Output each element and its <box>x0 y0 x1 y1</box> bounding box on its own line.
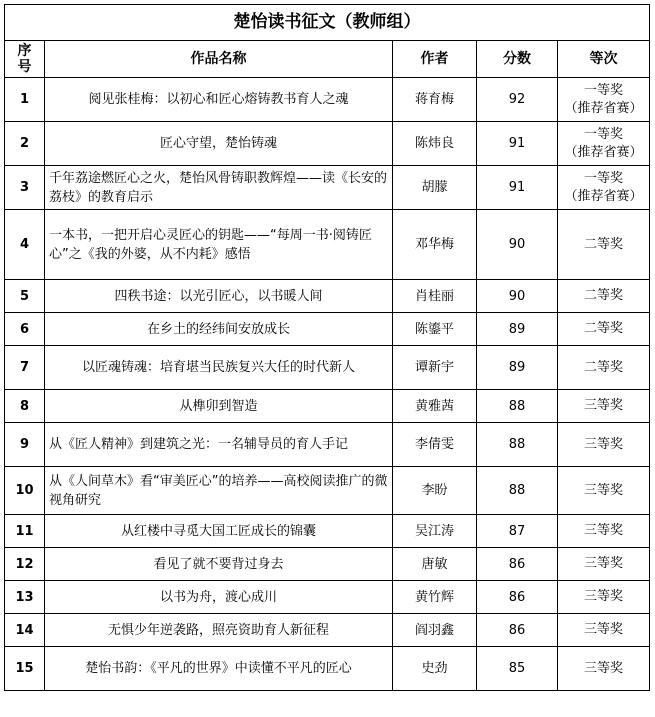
grade-label: 三等奖 <box>584 556 624 571</box>
row-score: 85 <box>477 647 558 691</box>
row-score: 91 <box>477 166 558 210</box>
row-score: 89 <box>477 346 558 390</box>
row-work-title: 一本书，一把开启心灵匠心的钥匙——“每周一书·阅铸匠心”之《我的外婆，从不内耗》感悟 <box>45 210 393 280</box>
grade-note: （推荐省赛） <box>564 100 643 116</box>
row-work-title: 千年荔途燃匠心之火，楚怡风骨铸职教辉煌——读《长安的荔枝》的教育启示 <box>45 166 393 210</box>
header-seq: 序 号 <box>5 41 45 78</box>
row-grade <box>558 467 650 515</box>
table-row <box>5 346 650 390</box>
row-grade <box>558 614 650 647</box>
grade-label: 二等奖 <box>584 321 624 336</box>
row-grade <box>558 166 650 210</box>
row-author: 史劲 <box>393 647 477 691</box>
row-number: 9 <box>5 423 45 467</box>
row-work-title: 无惧少年逆袭路，照亮资助育人新征程 <box>45 614 393 647</box>
table-row <box>5 210 650 280</box>
row-author: 陈鎏平 <box>393 313 477 346</box>
table-row <box>5 78 650 122</box>
row-grade <box>558 313 650 346</box>
row-number: 1 <box>5 78 45 122</box>
row-score: 92 <box>477 78 558 122</box>
row-number: 8 <box>5 390 45 423</box>
row-number: 15 <box>5 647 45 691</box>
row-grade <box>558 210 650 280</box>
row-work-title: 阅见张桂梅：以初心和匠心熔铸教书育人之魂 <box>45 78 393 122</box>
row-work-title: 以匠魂铸魂：培育堪当民族复兴大任的时代新人 <box>45 346 393 390</box>
row-score: 86 <box>477 614 558 647</box>
row-author: 李盼 <box>393 467 477 515</box>
row-author: 李倩雯 <box>393 423 477 467</box>
row-author: 陈炜良 <box>393 122 477 166</box>
row-author: 蒋育梅 <box>393 78 477 122</box>
row-work-title: 以书为舟，渡心成川 <box>45 581 393 614</box>
header-author: 作者 <box>393 41 477 78</box>
grade-label: 三等奖 <box>584 398 624 413</box>
row-number: 14 <box>5 614 45 647</box>
row-author: 唐敏 <box>393 548 477 581</box>
row-number: 4 <box>5 210 45 280</box>
row-score: 86 <box>477 548 558 581</box>
row-score: 88 <box>477 390 558 423</box>
row-work-title: 从榫卯到智造 <box>45 390 393 423</box>
row-work-title: 四秩书途：以光引匠心，以书暖人间 <box>45 280 393 313</box>
row-grade <box>558 423 650 467</box>
grade-label: 二等奖 <box>584 236 624 252</box>
row-score: 90 <box>477 210 558 280</box>
row-work-title: 匠心守望，楚怡铸魂 <box>45 122 393 166</box>
row-score: 91 <box>477 122 558 166</box>
grade-label: 二等奖 <box>584 359 624 375</box>
table-row <box>5 614 650 647</box>
row-grade <box>558 515 650 548</box>
row-score: 88 <box>477 423 558 467</box>
table-row <box>5 581 650 614</box>
row-score: 86 <box>477 581 558 614</box>
row-score: 87 <box>477 515 558 548</box>
row-number: 12 <box>5 548 45 581</box>
table-row <box>5 313 650 346</box>
row-number: 6 <box>5 313 45 346</box>
grade-label: 三等奖 <box>584 660 624 676</box>
row-grade <box>558 548 650 581</box>
row-work-title: 从《人间草木》看“审美匠心”的培养——高校阅读推广的微视角研究 <box>45 467 393 515</box>
grade-label: 三等奖 <box>584 589 624 604</box>
grade-note: （推荐省赛） <box>564 144 643 160</box>
row-score: 90 <box>477 280 558 313</box>
table-row <box>5 647 650 691</box>
table-title: 楚怡读书征文（教师组） <box>5 5 650 41</box>
table-row <box>5 515 650 548</box>
row-number: 13 <box>5 581 45 614</box>
row-number: 11 <box>5 515 45 548</box>
grade-label: 二等奖 <box>584 288 624 303</box>
grade-label: 一等奖 <box>584 82 624 98</box>
row-work-title: 从《匠人精神》到建筑之光：一名辅导员的育人手记 <box>45 423 393 467</box>
row-work-title: 从红楼中寻觅大国工匠成长的锦囊 <box>45 515 393 548</box>
grade-note: （推荐省赛） <box>564 188 643 204</box>
row-author: 谭新宇 <box>393 346 477 390</box>
table-row <box>5 467 650 515</box>
row-number: 7 <box>5 346 45 390</box>
table-row <box>5 280 650 313</box>
grade-label: 一等奖 <box>584 126 624 142</box>
grade-label: 三等奖 <box>584 622 624 637</box>
row-grade <box>558 581 650 614</box>
row-grade <box>558 390 650 423</box>
row-grade <box>558 122 650 166</box>
header-score: 分数 <box>477 41 558 78</box>
header-grade: 等次 <box>558 41 650 78</box>
row-grade <box>558 280 650 313</box>
awards-table <box>4 4 650 691</box>
grade-label: 一等奖 <box>584 170 624 186</box>
table-row <box>5 122 650 166</box>
row-author: 吴江涛 <box>393 515 477 548</box>
row-number: 2 <box>5 122 45 166</box>
table-row <box>5 166 650 210</box>
row-grade <box>558 78 650 122</box>
grade-label: 三等奖 <box>584 482 624 498</box>
row-number: 10 <box>5 467 45 515</box>
table-row <box>5 548 650 581</box>
row-grade <box>558 647 650 691</box>
table-row <box>5 390 650 423</box>
row-author: 黄雅茜 <box>393 390 477 423</box>
row-score: 88 <box>477 467 558 515</box>
row-work-title: 楚怡书韵：《平凡的世界》中读懂不平凡的匠心 <box>45 647 393 691</box>
row-work-title: 在乡土的经纬间安放成长 <box>45 313 393 346</box>
header-row <box>5 41 650 78</box>
table-row <box>5 423 650 467</box>
row-score: 89 <box>477 313 558 346</box>
row-author: 肖桂丽 <box>393 280 477 313</box>
row-grade <box>558 346 650 390</box>
grade-label: 三等奖 <box>584 436 624 452</box>
row-author: 黄竹辉 <box>393 581 477 614</box>
row-author: 阎羽鑫 <box>393 614 477 647</box>
header-work: 作品名称 <box>45 41 393 78</box>
row-author: 邓华梅 <box>393 210 477 280</box>
row-number: 5 <box>5 280 45 313</box>
row-author: 胡朦 <box>393 166 477 210</box>
grade-label: 三等奖 <box>584 523 624 538</box>
row-work-title: 看见了就不要背过身去 <box>45 548 393 581</box>
row-number: 3 <box>5 166 45 210</box>
